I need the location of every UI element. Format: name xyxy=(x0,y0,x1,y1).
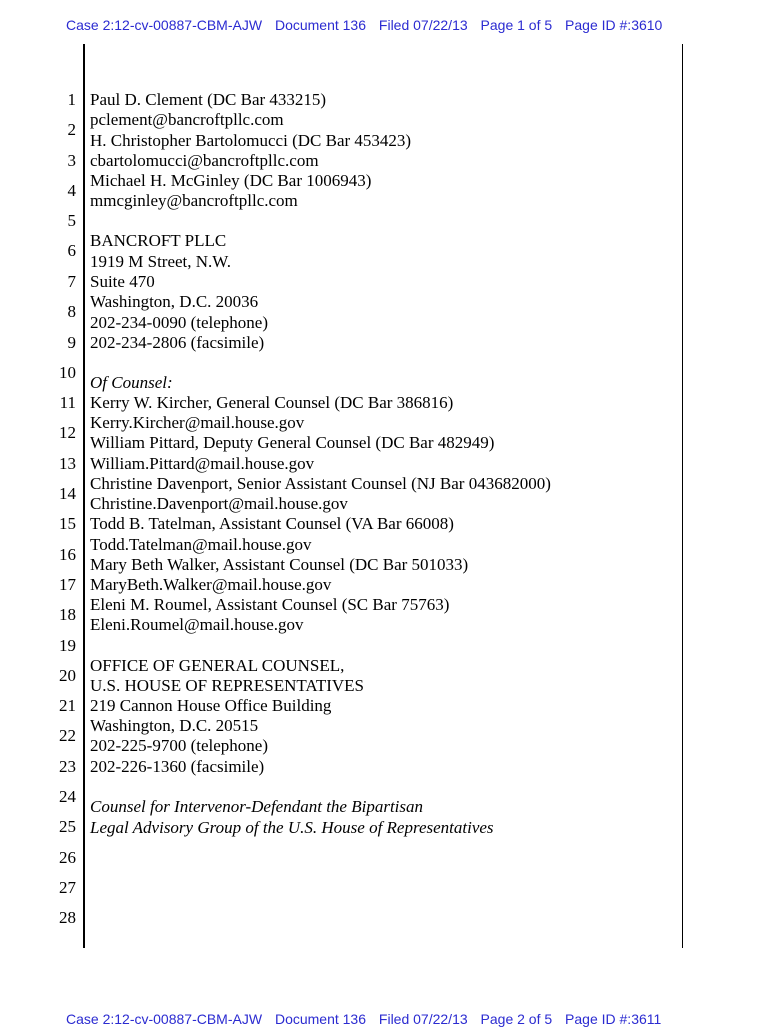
line-number: 13 xyxy=(59,454,76,473)
counsel-email: Kerry.Kircher@mail.house.gov xyxy=(90,413,305,432)
counsel-name: Paul D. Clement (DC Bar 433215) xyxy=(90,90,327,109)
line-number: 20 xyxy=(59,666,76,685)
counsel-for-line: Legal Advisory Group of the U.S. House of Representatives xyxy=(90,818,494,837)
line-number: 11 xyxy=(59,393,76,412)
office-building: 219 Cannon House Office Building xyxy=(90,696,332,715)
line-number: 9 xyxy=(67,333,76,352)
line-number: 25 xyxy=(59,817,76,836)
line-number: 7 xyxy=(67,272,76,291)
firm-name: BANCROFT PLLC xyxy=(90,231,227,250)
document-number: Document 136 xyxy=(274,17,367,33)
page-id: Page ID #:3610 xyxy=(565,17,663,33)
counsel-for-line: Counsel for Intervenor-Defendant the Bipartisan xyxy=(90,797,424,816)
office-name: OFFICE OF GENERAL COUNSEL, xyxy=(90,656,345,675)
line-number: 18 xyxy=(59,605,76,624)
of-counsel-label: Of Counsel: xyxy=(90,373,173,392)
page-count: Page 1 of 5 xyxy=(480,17,553,33)
page-count: Page 2 of 5 xyxy=(480,1011,553,1027)
counsel-email: Christine.Davenport@mail.house.gov xyxy=(90,494,348,513)
firm-suite: Suite 470 xyxy=(90,272,155,291)
counsel-email: William.Pittard@mail.house.gov xyxy=(90,454,315,473)
line-number: 3 xyxy=(67,151,76,170)
right-margin-rule xyxy=(682,44,683,948)
line-number: 26 xyxy=(59,848,76,867)
page-id: Page ID #:3611 xyxy=(565,1011,662,1027)
case-number: Case 2:12-cv-00887-CBM-AJW xyxy=(66,1011,263,1027)
firm-facsimile: 202-234-2806 (facsimile) xyxy=(90,333,265,352)
counsel-email: pclement@bancroftpllc.com xyxy=(90,110,284,129)
document-number: Document 136 xyxy=(274,1011,367,1027)
firm-telephone: 202-234-0090 (telephone) xyxy=(90,313,268,332)
counsel-name: Michael H. McGinley (DC Bar 1006943) xyxy=(90,171,372,190)
office-city: Washington, D.C. 20515 xyxy=(90,716,259,735)
line-number: 12 xyxy=(59,423,76,442)
counsel-email: mmcginley@bancroftpllc.com xyxy=(90,191,298,210)
counsel-email: Eleni.Roumel@mail.house.gov xyxy=(90,615,304,634)
counsel-name: Todd B. Tatelman, Assistant Counsel (VA Bar 66008) xyxy=(90,514,454,533)
firm-street: 1919 M Street, N.W. xyxy=(90,252,232,271)
counsel-name: Christine Davenport, Senior Assistant Counsel (NJ Bar 043682000) xyxy=(90,474,551,493)
line-number: 10 xyxy=(59,363,76,382)
left-margin-rule xyxy=(83,44,85,948)
case-number: Case 2:12-cv-00887-CBM-AJW xyxy=(66,17,263,33)
line-number: 19 xyxy=(59,636,76,655)
line-number: 21 xyxy=(59,696,76,715)
counsel-email: cbartolomucci@bancroftpllc.com xyxy=(90,151,319,170)
office-telephone: 202-225-9700 (telephone) xyxy=(90,736,268,755)
line-number: 1 xyxy=(67,90,76,109)
line-number: 4 xyxy=(67,181,76,200)
counsel-name: Kerry W. Kircher, General Counsel (DC Bar 386816) xyxy=(90,393,454,412)
line-number: 24 xyxy=(59,787,76,806)
line-number: 15 xyxy=(59,514,76,533)
office-facsimile: 202-226-1360 (facsimile) xyxy=(90,757,265,776)
line-number: 27 xyxy=(59,878,76,897)
counsel-name: H. Christopher Bartolomucci (DC Bar 453423) xyxy=(90,131,412,150)
page-header xyxy=(66,17,671,33)
line-number: 6 xyxy=(67,241,76,260)
counsel-email: Todd.Tatelman@mail.house.gov xyxy=(90,535,312,554)
line-number: 22 xyxy=(59,726,76,745)
line-number: 2 xyxy=(67,120,76,139)
line-number: 28 xyxy=(59,908,76,927)
counsel-name: Eleni M. Roumel, Assistant Counsel (SC Bar 75763) xyxy=(90,595,450,614)
next-page-header xyxy=(66,1011,670,1027)
firm-city: Washington, D.C. 20036 xyxy=(90,292,259,311)
line-number: 14 xyxy=(59,484,76,503)
counsel-email: MaryBeth.Walker@mail.house.gov xyxy=(90,575,332,594)
filed-date: Filed 07/22/13 xyxy=(378,17,468,33)
counsel-name: Mary Beth Walker, Assistant Counsel (DC Bar 501033) xyxy=(90,555,469,574)
line-number: 16 xyxy=(59,545,76,564)
line-number: 8 xyxy=(67,302,76,321)
line-number: 17 xyxy=(59,575,76,594)
line-number: 23 xyxy=(59,757,76,776)
counsel-name: William Pittard, Deputy General Counsel (DC Bar 482949) xyxy=(90,433,495,452)
line-number: 5 xyxy=(67,211,76,230)
office-body: U.S. HOUSE OF REPRESENTATIVES xyxy=(90,676,364,695)
filed-date: Filed 07/22/13 xyxy=(378,1011,468,1027)
